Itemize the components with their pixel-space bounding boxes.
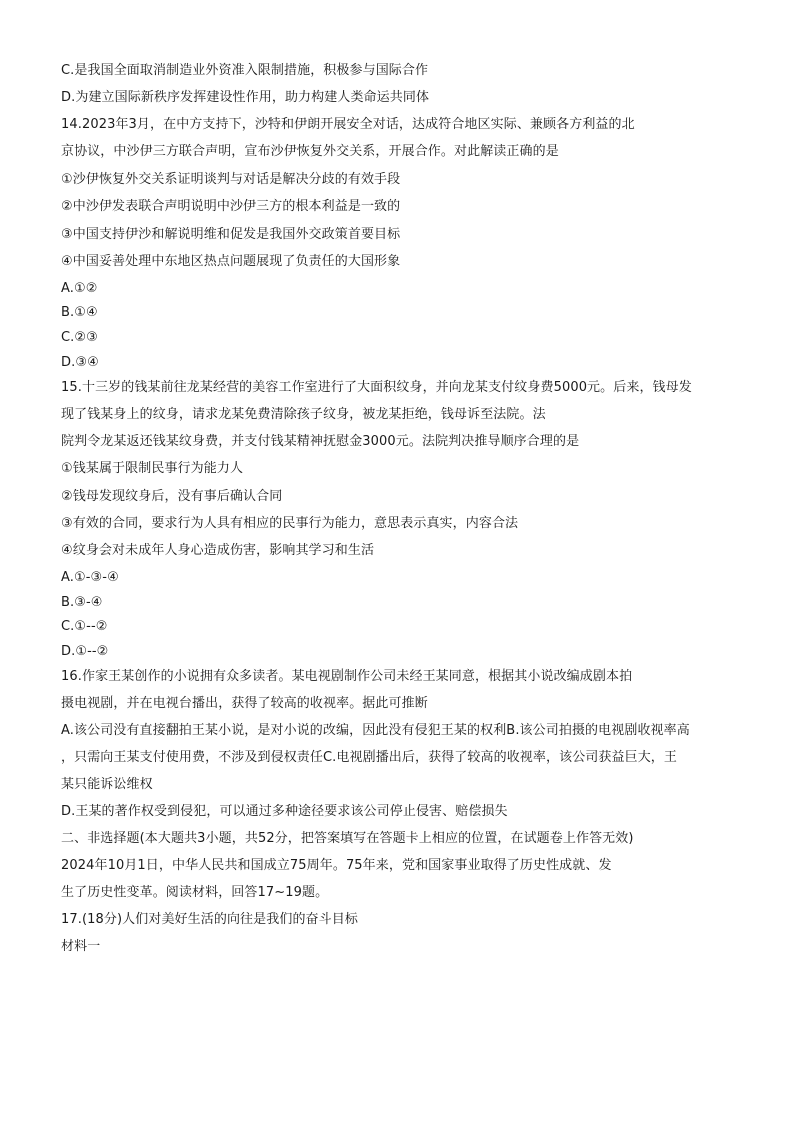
option-14c: C.②③ bbox=[61, 330, 98, 345]
question-16-stem-line1: 16.作家王某创作的小说拥有众多读者。某电视剧制作公司未经王某同意，根据其小说改编成剧本拍 bbox=[61, 669, 633, 684]
option-15d: D.①--② bbox=[61, 644, 109, 659]
statement-15-4: ④纹身会对未成年人身心造成伤害，影响其学习和生活 bbox=[61, 543, 375, 558]
question-17-heading: 17.(18分)人们对美好生活的向往是我们的奋斗目标 bbox=[61, 912, 358, 927]
option-16d: D.王某的著作权受到侵犯，可以通过多种途径要求该公司停止侵害、赔偿损失 bbox=[61, 804, 508, 819]
option-15c: C.①--② bbox=[61, 619, 108, 634]
question-15-stem-line1: 15.十三岁的钱某前往龙某经营的美容工作室进行了大面积纹身，并向龙某支付纹身费5000元。后来，钱母发 bbox=[61, 380, 692, 395]
question-15-stem-line3: 院判令龙某返还钱某纹身费，并支付钱某精神抚慰金3000元。法院判决推导顺序合理的是 bbox=[61, 434, 580, 449]
option-16bc-line2: ，只需向王某支付使用费，不涉及到侵权责任C.电视剧播出后，获得了较高的收视率，该公司获益巨大，王 bbox=[61, 750, 678, 765]
option-16c-line3: 某只能诉讼维权 bbox=[61, 777, 153, 792]
section-2-heading: 二、非选择题(本大题共3小题，共52分，把答案填写在答题卡上相应的位置，在试题卷上作答无效) bbox=[61, 831, 634, 846]
option-16ab-line1: A.该公司没有直接翻拍王某小说，是对小说的改编，因此没有侵犯王某的权利B.该公司拍摄的电视剧收视率高 bbox=[61, 723, 690, 738]
question-15-stem-line2: 现了钱某身上的纹身，请求龙某免费清除孩子纹身，被龙某拒绝，钱母诉至法院。法 bbox=[61, 407, 546, 422]
option-15a: A.①-③-④ bbox=[61, 570, 119, 585]
option-14d: D.③④ bbox=[61, 355, 99, 370]
material-1-label: 材料一 bbox=[61, 939, 101, 954]
material-intro-line2: 生了历史性变革。阅读材料，回答17~19题。 bbox=[61, 885, 329, 900]
statement-14-1: ①沙伊恢复外交关系证明谈判与对话是解决分歧的有效手段 bbox=[61, 172, 401, 187]
statement-15-2: ②钱母发现纹身后，没有事后确认合同 bbox=[61, 489, 283, 504]
material-intro-line1: 2024年10月1日，中华人民共和国成立75周年。75年来，党和国家事业取得了历史性成就、发 bbox=[61, 858, 612, 873]
statement-14-3: ③中国支持伊沙和解说明维和促发是我国外交政策首要目标 bbox=[61, 227, 401, 242]
statement-15-3: ③有效的合同，要求行为人具有相应的民事行为能力，意思表示真实，内容合法 bbox=[61, 516, 519, 531]
option-13d: D.为建立国际新秩序发挥建设性作用，助力构建人类命运共同体 bbox=[61, 90, 430, 105]
option-14b: B.①④ bbox=[61, 305, 98, 320]
option-15b: B.③-④ bbox=[61, 595, 103, 610]
statement-14-2: ②中沙伊发表联合声明说明中沙伊三方的根本利益是一致的 bbox=[61, 199, 401, 214]
question-14-stem-line2: 京协议，中沙伊三方联合声明，宣布沙伊恢复外交关系，开展合作。对此解读正确的是 bbox=[61, 144, 559, 159]
option-13c: C.是我国全面取消制造业外资准入限制措施，积极参与国际合作 bbox=[61, 63, 429, 78]
statement-15-1: ①钱某属于限制民事行为能力人 bbox=[61, 461, 244, 476]
question-14-stem-line1: 14.2023年3月，在中方支持下，沙特和伊朗开展安全对话，达成符合地区实际、兼顾各方利益的北 bbox=[61, 117, 635, 132]
question-16-stem-line2: 摄电视剧，并在电视台播出，获得了较高的收视率。据此可推断 bbox=[61, 696, 428, 711]
option-14a: A.①② bbox=[61, 281, 98, 296]
statement-14-4: ④中国妥善处理中东地区热点问题展现了负责任的大国形象 bbox=[61, 254, 401, 269]
